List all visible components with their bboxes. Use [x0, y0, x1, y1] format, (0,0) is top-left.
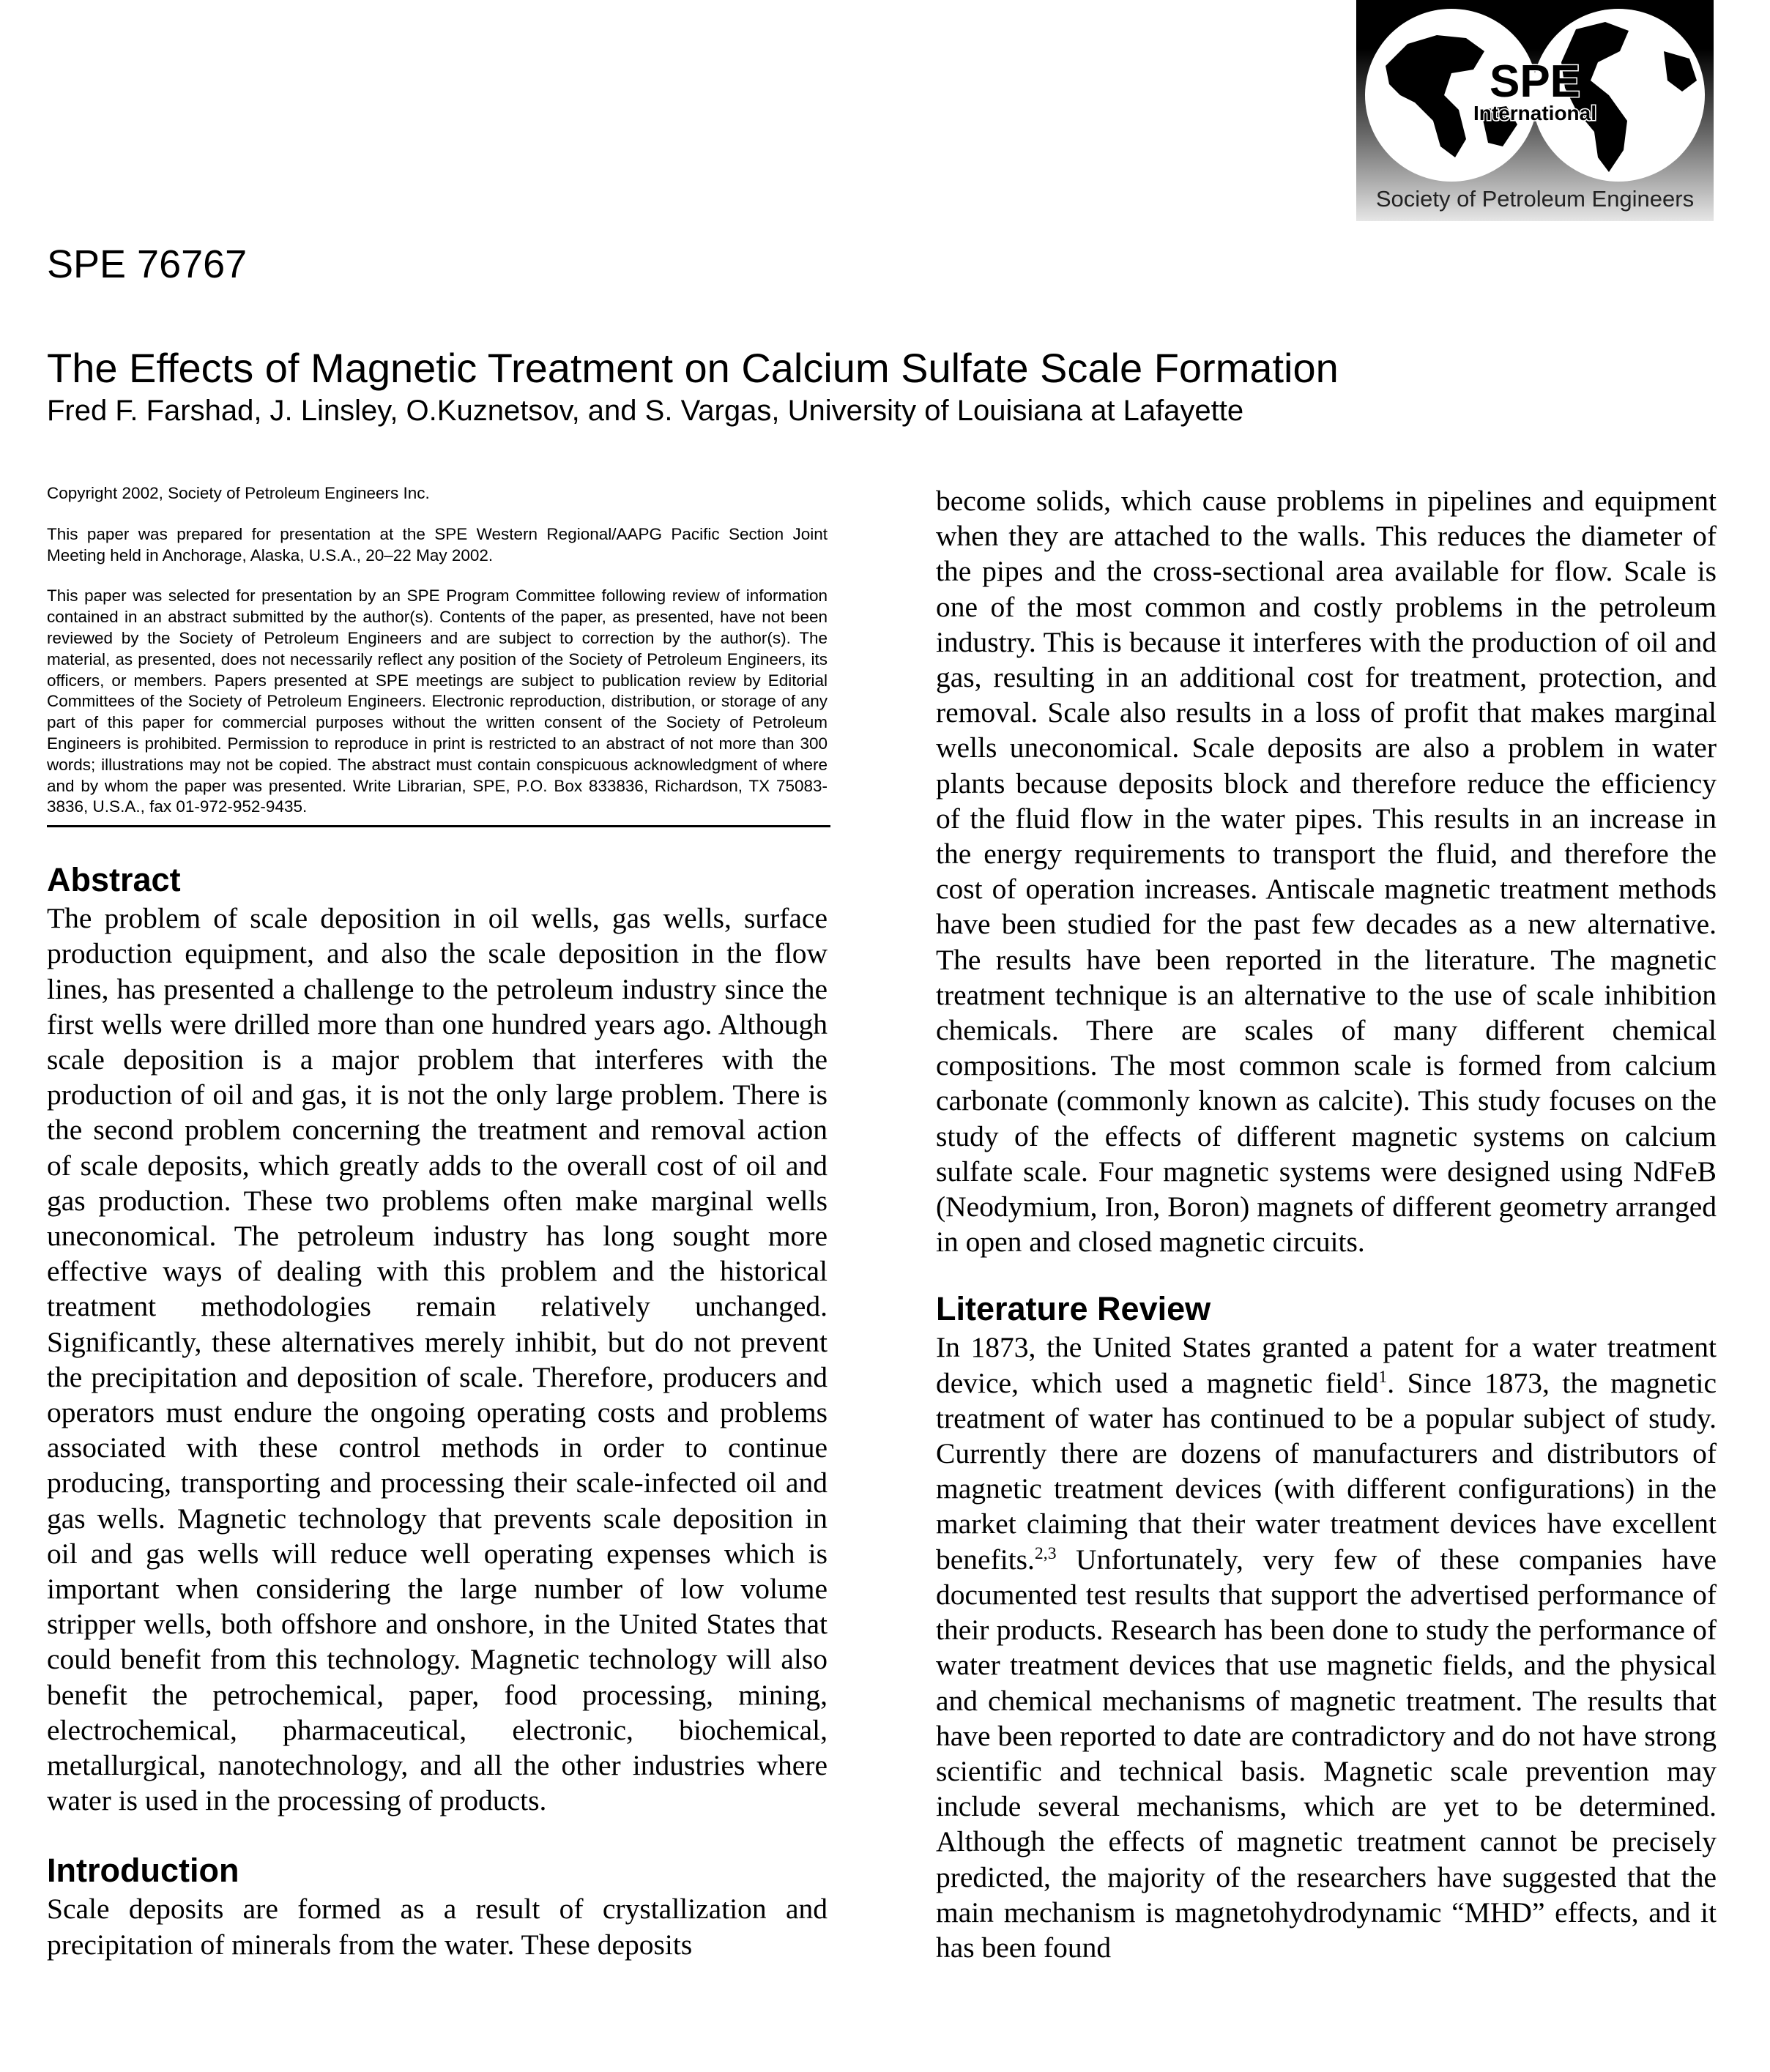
- logo-mark: SPE: [1489, 56, 1581, 107]
- paper-title: The Effects of Magnetic Treatment on Calcium Sulfate Scale Formation: [47, 345, 1339, 391]
- paper-number: SPE 76767: [47, 242, 248, 286]
- literature-review-text: [936, 1330, 1717, 1965]
- spe-logo: [1356, 0, 1714, 221]
- introduction-text-continued: become solids, which cause problems in pipelines and equipment when they are attached to the walls. This reduces the diameter of the pipes and the cross-sectional area available for flow. Scale is one of the most common and costly problems in the petroleum industry. This is because it interferes with the production of oil and gas, resulting in an additional cost for treatment, protection, and removal. Scale also results in a loss of profit that makes marginal wells uneconomical. Scale deposits are also a problem in water plants because deposits block and therefore reduce the efficiency of the fluid flow in the water pipes. This results in an increase in the energy requirements to transport the fluid, and therefore the cost of operation increases. Antiscale magnetic treatment methods have been studied for the past few decades as a new alternative. The results have been reported in the literature. The magnetic treatment technique is an alternative to the use of scale inhibition chemicals. There are scales of many different chemical compositions. The most common scale is formed from calcium carbonate (commonly known as calcite). This study focuses on the study of the effects of different magnetic systems on calcium sulfate scale. Four magnetic systems were designed using NdFeB (Neodymium, Iron, Boron) magnets of different geometry arranged in open and closed magnetic circuits.: [936, 485, 1717, 1259]
- right-column: [936, 483, 1717, 1965]
- copyright-line: Copyright 2002, Society of Petroleum Engineers Inc.: [47, 484, 430, 502]
- lit-text-part: In 1873, the United States granted a patent for a water treatment device, which used a magnetic field: [936, 1331, 1717, 1399]
- paper-authors: Fred F. Farshad, J. Linsley, O.Kuznetsov, and S. Vargas, University of Louisiana at Lafayette: [47, 395, 1244, 427]
- logo-caption: Society of Petroleum Engineers: [1375, 186, 1695, 212]
- literature-review-heading: Literature Review: [936, 1290, 1211, 1328]
- abstract-heading: Abstract: [47, 861, 181, 899]
- introduction-text-start: Scale deposits are formed as a result of crystallization and precipitation of minerals from the water. These deposits: [47, 1893, 828, 1961]
- lit-text-part: Unfortunately, very few of these companies have documented test results that support the advertised performance of their products. Research has been done to study the performance of water treatment devices that use magnetic fields, and the physical and chemical mechanisms of magnetic treatment. The results that have been reported to date are contradictory and do not have strong scientific and technical basis. Magnetic scale prevention may include several mechanisms, which are yet to be determined. Although the effects of magnetic treatment cannot be precisely predicted, the majority of the researchers have suggested that the main mechanism is magnetohydrodynamic “MHD” effects, and it has been found: [936, 1543, 1717, 1964]
- divider: [47, 825, 830, 827]
- review-disclaimer: This paper was selected for presentation by an SPE Program Committee following review of information contained in an abstract submitted by the author(s). Contents of the paper, as presented, have not been reviewed by the Society of Petroleum Engineers and are subject to correction by the author(s). The material, as presented, does not necessarily reflect any position of the Society of Petroleum Engineers, its officers, or members. Papers presented at SPE meetings are subject to publication review by Editorial Committees of the Society of Petroleum Engineers. Electronic reproduction, distribution, or storage of any part of this paper for commercial purposes without the written consent of the Society of Petroleum Engineers is prohibited. Permission to reproduce in print is restricted to an abstract of not more than 300 words; illustrations may not be copied. The abstract must contain conspicuous acknowledgment of where and by whom the paper was presented. Write Librarian, SPE, P.O. Box 833836, Richardson, TX 75083-3836, U.S.A., fax 01-972-952-9435.: [47, 586, 828, 816]
- presentation-note: This paper was prepared for presentation at the SPE Western Regional/AAPG Pacific Section Joint Meeting held in Anchorage, Alaska, U.S.A., 20–22 May 2002.: [47, 524, 828, 564]
- logo-subtitle: International: [1473, 102, 1597, 124]
- citation: 2,3: [1034, 1543, 1057, 1563]
- copyright-notice: [47, 483, 828, 818]
- citation: 1: [1378, 1367, 1388, 1387]
- abstract-text: The problem of scale deposition in oil wells, gas wells, surface production equipment, and also the scale deposition in the flow lines, has presented a challenge to the petroleum industry since the first wells were drilled more than one hundred years ago. Although scale deposition is a major problem that interferes with the production of oil and gas, it is not the only large problem. There is the second problem concerning the treatment and removal action of scale deposits, which greatly adds to the overall cost of oil and gas production. These two problems often make marginal wells uneconomical. The petroleum industry has long sought more effective ways of dealing with this problem and the historical treatment methodologies remain relatively unchanged. Significantly, these alternatives merely inhibit, but do not prevent the precipitation and deposition of scale. Therefore, producers and operators must endure the ongoing operating costs and problems associated with these control methods in order to continue producing, transporting and processing their scale-infected oil and gas wells. Magnetic technology that prevents scale deposition in oil and gas wells will reduce well operating expenses which is important when considering the large number of low volume stripper wells, both offshore and onshore, in the United States that could benefit from this technology. Magnetic technology will also benefit the petrochemical, paper, food processing, mining, electrochemical, pharmaceutical, electronic, biochemical, metallurgical, nanotechnology, and all the other industries where water is used in the processing of products.: [47, 902, 828, 1817]
- lit-text-part: . Since 1873, the magnetic treatment of water has continued to be a popular subject of study. Currently there are dozens of manufacturers and distributors of magnetic treatment devices (with different configurations) in the market claiming that their water treatment devices have excellent benefits.: [936, 1366, 1717, 1576]
- introduction-heading: Introduction: [47, 1852, 239, 1890]
- left-column: [47, 483, 828, 1962]
